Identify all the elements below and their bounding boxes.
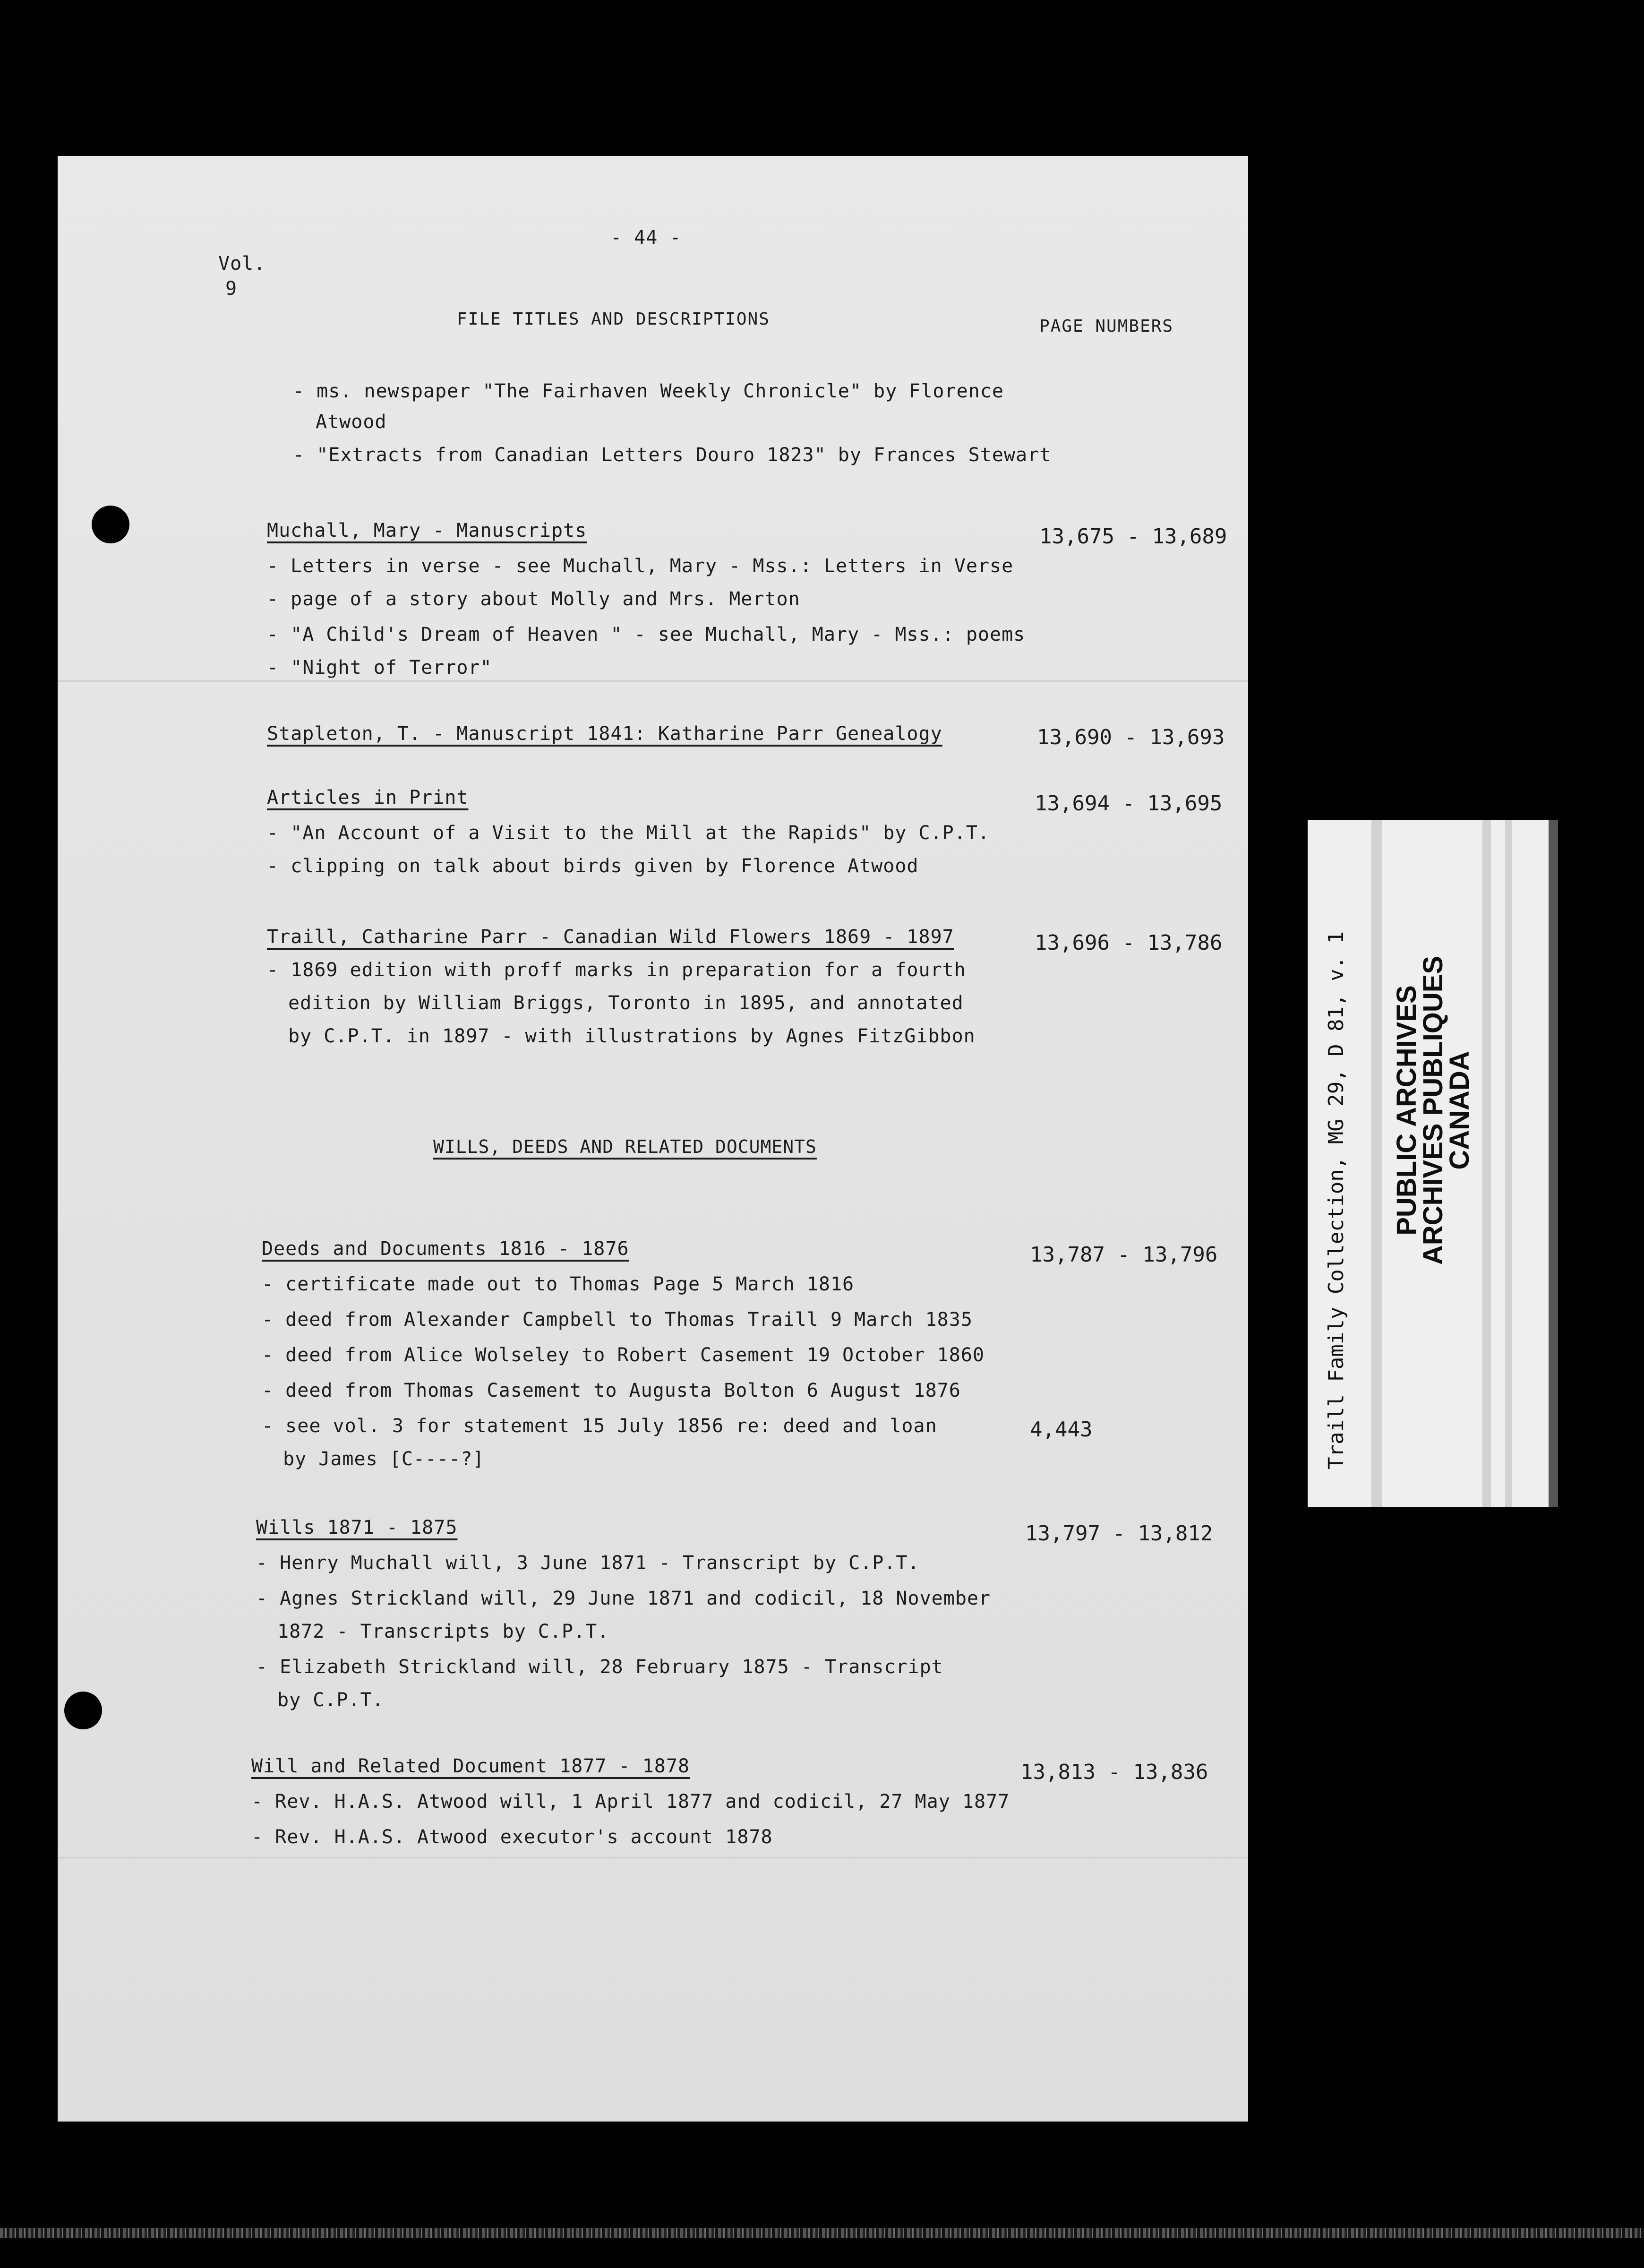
list-item: - Elizabeth Strickland will, 28 February 1875 - Transcript	[256, 1656, 943, 1678]
punch-hole-bottom	[64, 1692, 102, 1729]
list-item: - Henry Muchall will, 3 June 1871 - Transcript by C.P.T.	[256, 1552, 920, 1574]
page-range: 13,675 - 13,689	[1039, 524, 1227, 549]
list-item: - "An Account of a Visit to the Mill at the Rapids" by C.P.T.	[267, 822, 990, 844]
section-title: Wills 1871 - 1875	[256, 1517, 458, 1538]
page-number-ref: 4,443	[1030, 1418, 1093, 1442]
list-item: by C.P.T.	[277, 1689, 384, 1711]
list-item: by James [C----?]	[283, 1448, 485, 1470]
stamp-line: PUBLIC ARCHIVES	[1391, 985, 1422, 1236]
list-item: - certificate made out to Thomas Page 5 March 1816	[262, 1273, 855, 1295]
list-item: Atwood	[316, 411, 387, 433]
section-title: Muchall, Mary - Manuscripts	[267, 520, 587, 541]
list-item: - page of a story about Molly and Mrs. Merton	[267, 588, 800, 610]
page-range: 13,690 - 13,693	[1037, 725, 1225, 749]
column-heading-titles: FILE TITLES AND DESCRIPTIONS	[457, 309, 770, 329]
section-title: Stapleton, T. - Manuscript 1841: Katharine Parr Genealogy	[267, 723, 942, 745]
page-range: 13,797 - 13,812	[1025, 1521, 1213, 1546]
list-item: by C.P.T. in 1897 - with illustrations by Agnes FitzGibbon	[288, 1025, 976, 1047]
card-band	[1482, 820, 1491, 1507]
archives-stamp	[1391, 898, 1475, 1323]
list-item: - see vol. 3 for statement 15 July 1856 re: deed and loan	[262, 1415, 937, 1437]
section-title: Deeds and Documents 1816 - 1876	[262, 1238, 629, 1260]
page-number: - 44 -	[610, 227, 682, 249]
page-range: 13,813 - 13,836	[1020, 1760, 1208, 1784]
stamp-line: CANADA	[1444, 1051, 1475, 1170]
film-edge	[0, 2228, 1644, 2238]
section-title: Articles in Print	[267, 787, 469, 808]
centre-heading: WILLS, DEEDS AND RELATED DOCUMENTS	[433, 1136, 817, 1157]
page-range: 13,696 - 13,786	[1035, 931, 1223, 955]
card-band	[1549, 820, 1558, 1507]
list-item: - "Night of Terror"	[267, 657, 492, 679]
list-item: - Rev. H.A.S. Atwood will, 1 April 1877 and codicil, 27 May 1877	[251, 1791, 1010, 1813]
section-title: Traill, Catharine Parr - Canadian Wild Flowers 1869 - 1897	[267, 926, 954, 948]
fold-line	[58, 680, 1248, 682]
list-item: - "Extracts from Canadian Letters Douro 1823" by Frances Stewart	[293, 444, 1052, 466]
vol-label: Vol.	[218, 253, 266, 275]
section-title: Will and Related Document 1877 - 1878	[251, 1755, 690, 1777]
list-item: - deed from Alexander Campbell to Thomas Traill 9 March 1835	[262, 1309, 973, 1331]
collection-reference: Traill Family Collection, MG 29, D 81, v. 1	[1324, 931, 1348, 1469]
list-item: 1872 - Transcripts by C.P.T.	[277, 1621, 609, 1642]
document-page	[58, 156, 1248, 2122]
list-item: - deed from Alice Wolseley to Robert Casement 19 October 1860	[262, 1344, 985, 1366]
card-band	[1371, 820, 1382, 1507]
list-item: - Letters in verse - see Muchall, Mary - Mss.: Letters in Verse	[267, 555, 1014, 577]
vol-number: 9	[225, 278, 238, 300]
list-item: - clipping on talk about birds given by Florence Atwood	[267, 855, 919, 877]
column-heading-pages: PAGE NUMBERS	[1039, 317, 1174, 336]
stamp-line: ARCHIVES PUBLIQUES	[1418, 955, 1448, 1265]
list-item: - ms. newspaper "The Fairhaven Weekly Chronicle" by Florence	[293, 380, 1004, 402]
card-band	[1505, 820, 1512, 1507]
list-item: edition by William Briggs, Toronto in 1895, and annotated	[288, 992, 964, 1014]
list-item: - "A Child's Dream of Heaven " - see Muchall, Mary - Mss.: poems	[267, 624, 1026, 645]
list-item: - Agnes Strickland will, 29 June 1871 and codicil, 18 November	[256, 1588, 991, 1609]
page-range: 13,694 - 13,695	[1035, 791, 1223, 816]
fold-line	[58, 1857, 1248, 1858]
punch-hole-top	[92, 506, 129, 543]
list-item: - 1869 edition with proff marks in preparation for a fourth	[267, 959, 966, 981]
list-item: - deed from Thomas Casement to Augusta Bolton 6 August 1876	[262, 1380, 961, 1401]
page-range: 13,787 - 13,796	[1030, 1243, 1218, 1267]
list-item: - Rev. H.A.S. Atwood executor's account 1878	[251, 1826, 773, 1848]
